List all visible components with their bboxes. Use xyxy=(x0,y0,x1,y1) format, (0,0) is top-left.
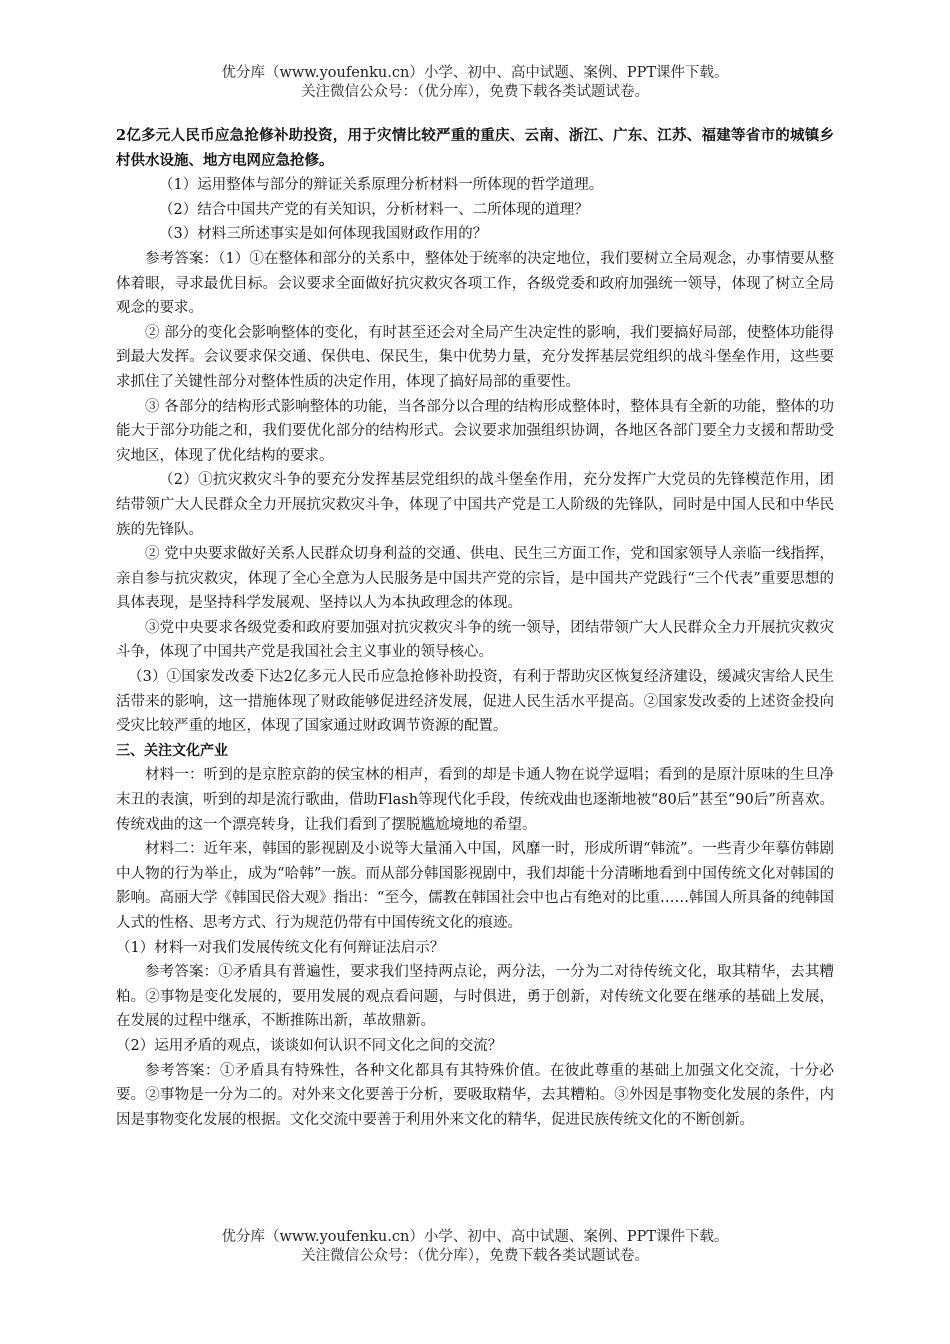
question-1: （1）运用整体与部分的辩证关系原理分析材料一所体现的哲学道理。 xyxy=(159,177,604,194)
header-line-1: 优分库（www.youfenku.cn）小学、初中、高中试题、案例、PPT课件下载。 xyxy=(221,65,729,81)
question-3: （3）材料三所述事实是如何体现我国财政作用的？ xyxy=(159,226,488,243)
question-paragraph: （2）运用矛盾的观点，谈谈如何认识不同文化之间的交流？ xyxy=(116,1037,503,1054)
paragraph: 2亿多元人民币应急抢修补助投资，用于灾情比较严重的重庆、云南、浙江、广东、江苏、福建等省市的城镇乡村供水设施、地方电网应急抢修。 xyxy=(116,127,834,169)
answer-paragraph: ③党中央要求各级党委和政府要加强对抗灾救灾斗争的统一领导，团结带领广大人民群众全力开展抗灾救灾斗争，体现了中国共产党是我国社会主义事业的领导核心。 xyxy=(116,619,834,661)
material-paragraph: 材料二：近年来，韩国的影视剧及小说等大量涌入中国，风靡一时，形成所谓“韩流”。一些青少年摹仿韩剧中人物的行为举止，成为“哈韩”一族。而从部分韩国影视剧中，我们却能十分清晰地看到中国传统文化对韩国的影响。高丽大学《韩国民俗大观》指出：“至今，儒教在韩国社会中也占有绝对的比重……韩国人所具备的纯韩国人式的性格、思考方式、行为规范仍带有中国传统文化的痕迹。 xyxy=(116,841,834,931)
footer-line-2: 关注微信公众号：（优分库），免费下载各类试题试卷。 xyxy=(301,1248,649,1264)
answer-paragraph: 参考答案：（1）①在整体和部分的关系中，整体处于统率的决定地位，我们要树立全局观念，办事情要从整体着眼，寻求最优目标。会议要求全面做好抗灾救灾各项工作，各级党委和政府加强统一领导，体现了树立全局观念的要求。 xyxy=(116,250,834,317)
question-paragraph: （1）材料一对我们发展传统文化有何辩证法启示？ xyxy=(116,939,445,956)
question-2: （2）结合中国共产党的有关知识，分析材料一、二所体现的道理？ xyxy=(159,201,589,218)
answer-paragraph: ② 党中央要求做好关系人民群众切身利益的交通、供电、民生三方面工作，党和国家领导人亲临一线指挥，亲自参与抗灾救灾，体现了全心全意为人民服务是中国共产党的宗旨，是中国共产党践行“三个代表”重要思想的具体表现，是坚持科学发展观、坚持以人为本执政理念的体现。 xyxy=(116,546,834,612)
answer-paragraph: （3）①国家发改委下达2亿多元人民币应急抢修补助投资，有利于帮助灾区恢复经济建设，缓减灾害给人民生活带来的影响，这一措施体现了财政能够促进经济发展，促进人民生活水平提高。②国家发改委的上述资金投向受灾比较严重的地区，体现了国家通过财政调节资源的配置。 xyxy=(116,669,834,735)
answer-paragraph: ③ 各部分的结构形式影响整体的功能，当各部分以合理的结构形成整体时，整体具有全新的功能，整体的功能大于部分功能之和，我们要优化部分的结构形式。会议要求加强组织协调，各地区各部门要全力支援和帮助受灾地区，体现了优化结构的要求。 xyxy=(116,398,834,464)
answer-paragraph: 参考答案：①矛盾具有普遍性，要求我们坚持两点论，两分法，一分为二对待传统文化，取其精华，去其糟粕。②事物是变化发展的，要用发展的观点看问题，与时俱进，勇于创新，对传统文化要在继承的基础上发展，在发展的过程中继承，不断推陈出新，革故鼎新。 xyxy=(116,964,834,1030)
material-paragraph: 材料一：听到的是京腔京韵的侯宝林的相声，看到的却是卡通人物在说学逗唱；看到的是原汁原味的生旦净末丑的表演，听到的却是流行歌曲，借助Flash等现代化手段，传统戏曲也逐渐地被“80后”甚至“90后”所喜欢。传统戏曲的这一个漂亮转身，让我们看到了摆脱尴尬境地的希望。 xyxy=(116,767,834,833)
document-body xyxy=(116,124,834,1132)
answer-paragraph: ② 部分的变化会影响整体的变化，有时甚至还会对全局产生决定性的影响，我们要搞好局部，使整体功能得到最大发挥。会议要求保交通、保供电、保民生，集中优势力量，充分发挥基层党组织的战斗堡垒作用，这些要求抓住了关键性部分对整体性质的决定作用，体现了搞好局部的重要性。 xyxy=(116,324,834,390)
answer-paragraph: 参考答案：①矛盾具有特殊性，各种文化都具有其特殊价值。在彼此尊重的基础上加强文化交流，十分必要。②事物是一分为二的。对外来文化要善于分析，要吸取精华，去其糟粕。③外因是事物变化发展的条件，内因是事物变化发展的根据。文化交流中要善于利用外来文化的精华，促进民族传统文化的不断创新。 xyxy=(116,1062,834,1128)
answer-paragraph: （2）①抗灾救灾斗争的要充分发挥基层党组织的战斗堡垒作用，充分发挥广大党员的先锋模范作用，团结带领广大人民群众全力开展抗灾救灾斗争，体现了中国共产党是工人阶级的先锋队，同时是中国人民和中华民族的先锋队。 xyxy=(116,472,834,538)
page-header xyxy=(0,64,950,102)
header-line-2: 关注微信公众号：（优分库），免费下载各类试题试卷。 xyxy=(301,84,649,100)
page-footer xyxy=(0,1228,950,1266)
section-heading: 三、关注文化产业 xyxy=(116,742,228,759)
footer-line-1: 优分库（www.youfenku.cn）小学、初中、高中试题、案例、PPT课件下载。 xyxy=(221,1229,729,1245)
